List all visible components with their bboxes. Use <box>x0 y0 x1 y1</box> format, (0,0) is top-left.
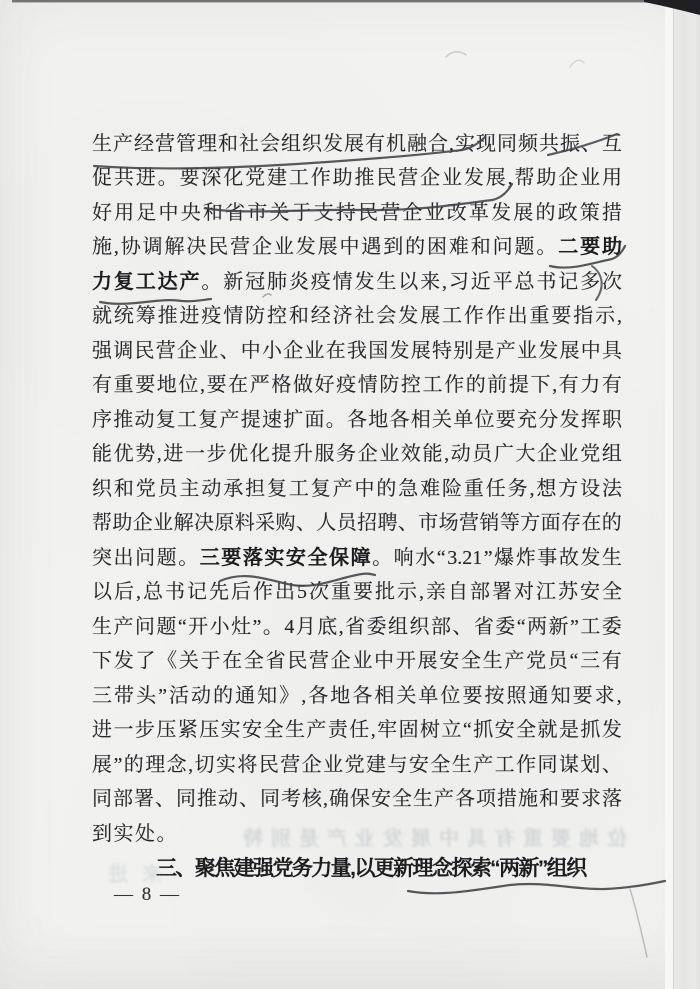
text-line: 好 用 足 中 央 和 省 市 关 于 支 持 民 营 企 业 改 革 发 展 的 政 策 措 <box>92 202 622 224</box>
bleed-through-text: 位地要重有具中展发业产是别特 <box>235 828 627 850</box>
text-line: 织 和 党 员 主 动 承 担 复 工 复 产 中 的 急 难 险 重 任 务 , 想 方 设 法 <box>92 478 622 500</box>
text-line: 生 产 问 题 “ 开 小 灶 ” 。 4 月 底 , 省 委 组 织 部 、 省 委 “ 两 新 ” 工 委 <box>92 616 622 638</box>
text-line: 帮 助 企 业 解 决 原 料 采 购 、 人 员 招 聘 、 市 场 营 销 等 方 面 存 在 的 <box>92 512 622 534</box>
text-line: 施 , 协 调 解 决 民 营 企 业 发 展 中 遇 到 的 困 难 和 问 题 。 二 要 助 <box>92 236 622 258</box>
text-line: 以 后 , 总 书 记 先 后 作 出 5 次 重 要 批 示 , 亲 自 部 署 对 江 苏 安 全 <box>92 581 622 603</box>
stray-mark <box>570 60 584 67</box>
page-number: — 8 — <box>114 884 181 905</box>
pen-drag-tail <box>630 889 647 957</box>
text-line: 生 产 经 营 管 理 和 社 会 组 织 发 展 有 机 融 合 , 实 现 同 频 共 振 、 互 <box>92 133 622 155</box>
text-line: 序 推 动 复 工 复 产 提 速 扩 面 。 各 地 各 相 关 单 位 要 充 分 发 挥 职 <box>92 409 622 431</box>
text-line: 展 ” 的 理 念 , 切 实 将 民 营 企 业 党 建 与 安 全 生 产 工 作 同 谋 划 、 <box>92 754 622 776</box>
text-line: 进 一 步 压 紧 压 实 安 全 生 产 责 任 , 牢 固 树 立 “ 抓 安 全 就 是 抓 发 <box>92 719 622 741</box>
text-line: 有 重 要 地 位 , 要 在 严 格 做 好 疫 情 防 控 工 作 的 前 提 下 , 有 力 有 <box>92 374 622 396</box>
text-line: 三 带 头 ” 活 动 的 通 知 》 , 各 地 各 相 关 单 位 要 按 照 通 知 要 求 , <box>92 685 622 707</box>
text-line: 下 发 了 《 关 于 在 全 省 民 营 企 业 中 开 展 安 全 生 产 党 员 “ 三 有 <box>92 650 622 672</box>
text-line: 强 调 民 营 企 业 、 中 小 企 业 在 我 国 发 展 特 别 是 产 业 发 展 中 具 <box>92 340 622 362</box>
text-line: 能 优 势 , 进 一 步 优 化 提 升 服 务 企 业 效 能 , 动 员 广 大 企 业 党 组 <box>92 443 622 465</box>
text-line: 促 共 进 。 要 深 化 党 建 工 作 助 推 民 营 企 业 发 展 , 帮 助 企 业 用 <box>92 167 622 189</box>
text-line: 到 实 处 。 <box>92 823 178 845</box>
bleed-through-text: 来进 <box>94 864 162 886</box>
text-line: 力 复 工 达 产 。 新 冠 肺 炎 疫 情 发 生 以 来 , 习 近 平 总 书 记 多 次 <box>92 271 622 293</box>
section-heading: 三、聚焦建强党务力量,以更新理念探索“两新”组织 <box>156 857 586 880</box>
text-line: 就 统 筹 推 进 疫 情 防 控 和 经 济 社 会 发 展 工 作 作 出 重 要 指 示 , <box>92 305 622 327</box>
scan-edge-band <box>673 0 700 989</box>
text-line: 同 部 署 、 同 推 动 、 同 考 核 , 确 保 安 全 生 产 各 项 措 施 和 要 求 落 <box>92 788 622 810</box>
stray-mark <box>446 52 466 57</box>
scan-top-edge <box>12 0 700 2</box>
text-line: 突 出 问 题 。 三 要 落 实 安 全 保 障 。 响 水 “ 3.21 ” 爆 炸 事 故 发 生 <box>92 547 622 569</box>
